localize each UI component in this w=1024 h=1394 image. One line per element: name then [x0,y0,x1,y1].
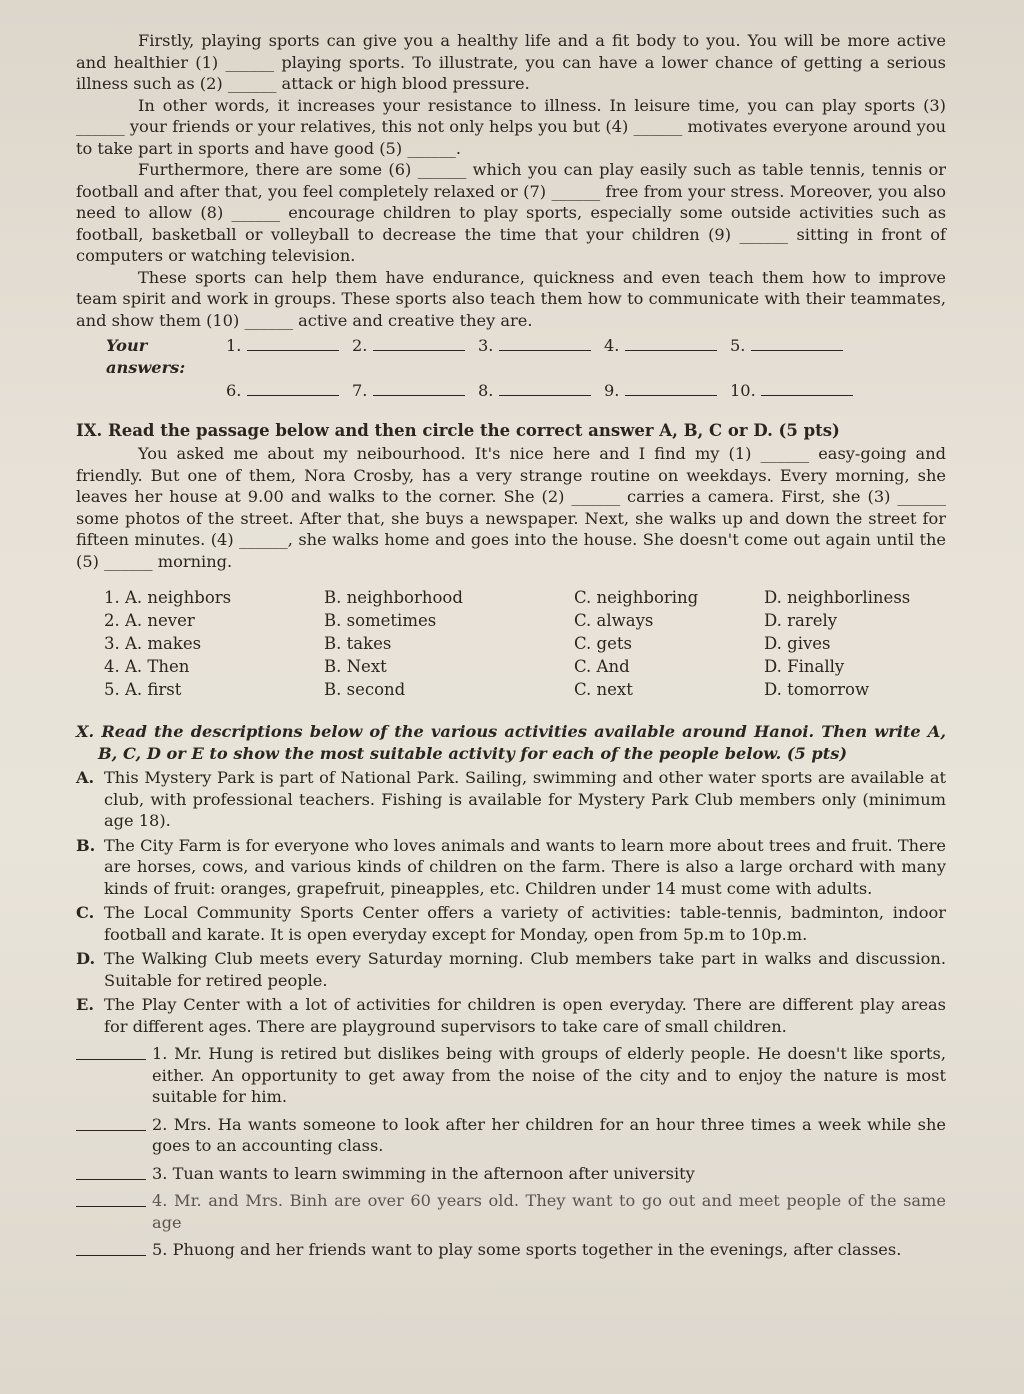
description-text: This Mystery Park is part of National Park. Sailing, swimming and other water sports are available at club, with professional teachers. Fishing is available for Mystery Park Club members only (minimum age 18). [104,768,946,830]
description-letter: A. [76,768,95,787]
option-2d[interactable]: D. rarely [764,611,838,630]
description-b [76,835,946,900]
answer-slot-10[interactable]: 10. [730,380,856,402]
passage-paragraph-3: Furthermore, there are some (6) ______ which you can play easily such as table tennis, tennis or football and after that, you feel completely relaxed or (7) ______ free from your stress. Moreover, you also need to allow (8) ______ encourage children to play sports, especially some outside activities such as football, basketball or volleyball to decrease the time that your children (9) ______ sitting in front of computers or watching television. [76,160,946,265]
description-d [76,948,946,991]
option-3a[interactable]: 3. A. makes [104,634,202,653]
answer-slot-8[interactable]: 8. [478,380,604,402]
answers-label: Your answers: [106,336,186,377]
option-5a[interactable]: 5. A. first [104,680,182,699]
answer-slot-3[interactable]: 3. [478,335,604,378]
option-3b[interactable]: B. takes [324,634,392,653]
question-5 [76,1239,946,1261]
answer-blank[interactable] [76,1239,146,1256]
answer-slot-5[interactable]: 5. [730,335,856,378]
option-1d[interactable]: D. neighborliness [764,588,911,607]
option-3d[interactable]: D. gives [764,634,831,653]
description-text: The City Farm is for everyone who loves animals and wants to learn more about trees and fruit. There are horses, cows, and various kinds of children on the farm. There is also a large orchard with many kinds of fruit: oranges, grapefruit, pineapples, etc. Children under 14 must come with adults. [104,835,946,898]
question-text: 2. Mrs. Ha wants someone to look after her children for an hour three times a week while she goes to an accounting class. [152,1114,946,1155]
option-5c[interactable]: C. next [574,680,633,699]
option-1a[interactable]: 1. A. neighbors [104,588,232,607]
option-2a[interactable]: 2. A. never [104,611,195,630]
description-text: The Walking Club meets every Saturday morning. Club members take part in walks and discussion. Suitable for retired people. [104,949,946,990]
answer-slot-2[interactable]: 2. [352,335,478,378]
answer-blank[interactable] [76,1043,146,1060]
option-4a[interactable]: 4. A. Then [104,657,190,676]
section-10-heading: X. Read the descriptions below of the various activities available around Hanoi. Then write A, B, C, D or E to show the most suitable activity for each of the people below. (5 pts) [76,722,946,763]
answer-slot-4[interactable]: 4. [604,335,730,378]
description-a [76,767,946,832]
description-letter: C. [76,903,95,922]
description-e [76,994,946,1037]
section-9 [76,420,946,702]
description-letter: B. [76,835,96,855]
passage-paragraph-1: Firstly, playing sports can give you a healthy life and a fit body to you. You will be more active and healthier (1) ______ playing sports. To illustrate, you can have a lower chance of getting a serious illness such as (2) ______ attack or high blood pressure. [76,31,946,93]
answer-grid [76,335,946,402]
section-10 [76,721,946,1261]
question-4 [76,1190,946,1233]
option-5b[interactable]: B. second [324,680,406,699]
question-1 [76,1043,946,1108]
option-2b[interactable]: B. sometimes [324,611,437,630]
description-letter: D. [76,949,96,968]
passage-paragraph-2: In other words, it increases your resistance to illness. In leisure time, you can play sports (3) ______ your friends or your relatives, this not only helps you but (4) ______ motivates everyone around you to take part in sports and have good (5) ______. [76,95,946,158]
answer-blank[interactable] [76,1114,146,1131]
options-grid [104,586,946,701]
option-1c[interactable]: C. neighboring [574,588,699,607]
section-9-heading: IX. Read the passage below and then circle the correct answer A, B, C or D. (5 pts) [76,420,840,440]
description-c [76,902,946,945]
option-2c[interactable]: C. always [574,611,654,630]
description-text: The Local Community Sports Center offers a variety of activities: table-tennis, badminton, indoor football and karate. It is open everyday except for Monday, open from 5p.m to 10p.m. [104,903,946,944]
option-3c[interactable]: C. gets [574,634,632,653]
question-text: 4. Mr. and Mrs. Binh are over 60 years old. They want to go out and meet people of the same age [152,1191,946,1232]
answer-blank[interactable] [76,1190,146,1207]
option-4c[interactable]: C. And [574,657,630,676]
answer-slot-7[interactable]: 7. [352,380,478,402]
question-text: 1. Mr. Hung is retired but dislikes being with groups of elderly people. He doesn't like sports, either. An opportunity to get away from the noise of the city and to enjoy the nature is most suitable for him. [152,1044,946,1106]
description-text: The Play Center with a lot of activities for children is open everyday. There are different play areas for different ages. There are playground supervisors to take care of small children. [104,995,946,1036]
question-2 [76,1114,946,1157]
question-3 [76,1163,946,1185]
answer-slot-9[interactable]: 9. [604,380,730,402]
question-text: 3. Tuan wants to learn swimming in the afternoon after university [152,1163,695,1183]
option-1b[interactable]: B. neighborhood [324,588,463,607]
answer-blank[interactable] [76,1163,146,1180]
answer-slot-6[interactable]: 6. [226,380,352,402]
description-letter: E. [76,995,94,1014]
option-4b[interactable]: B. Next [324,657,387,676]
section-9-passage: You asked me about my neibourhood. It's nice here and I find my (1) ______ easy-going and friendly. But one of them, Nora Crosby, has a very strange routine on weekdays. Every morning, she leaves her house at 9.00 and walks to the corner. She (2) ______ carries a camera. First, she (3) ______ some photos of the street. After that, she buys a newspaper. Next, she walks up and down the street for fifteen minutes. (4) ______, she walks home and goes into the house. She doesn't come out again until the (5) ______ morning. [76,444,946,571]
section-8-passage [76,30,946,402]
answer-slot-1[interactable]: 1. [226,335,352,378]
passage-paragraph-4: These sports can help them have endurance, quickness and even teach them how to improve team spirit and work in groups. These sports also teach them how to communicate with their teammates, and show them (10) ______ active and creative they are. [76,267,946,330]
option-5d[interactable]: D. tomorrow [764,680,870,699]
question-text: 5. Phuong and her friends want to play some sports together in the evenings, after classes. [152,1240,902,1259]
option-4d[interactable]: D. Finally [764,657,845,676]
